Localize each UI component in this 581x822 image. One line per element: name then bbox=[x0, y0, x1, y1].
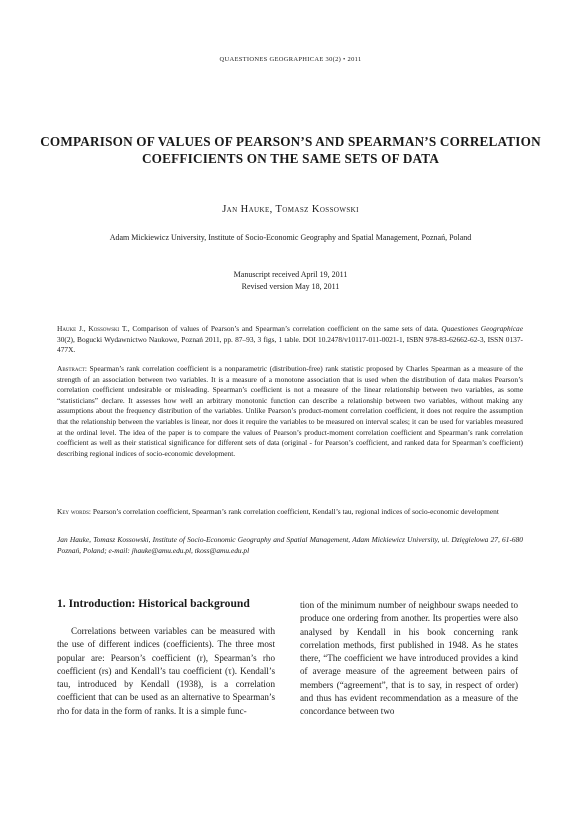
keywords-text: Pearson’s correlation coefficient, Spearman’s rank correlation coefficient, Kendall’s tau, regional indices of socio-economic development bbox=[92, 507, 499, 516]
correspondence: Jan Hauke, Tomasz Kossowski, Institute of Socio-Economic Geography and Spatial Management, Adam Mickiewicz University, ul. Dzięgielowa 27, 61-680 Poznań, Poland; e-mail: jhauke@amu.edu.pl, tkoss@amu.edu.pl bbox=[57, 535, 523, 555]
citation-authors: Hauke J., Kossowski T. bbox=[57, 324, 128, 333]
journal-header: QUAESTIONES GEOGRAPHICAE 30(2) • 2011 bbox=[219, 56, 362, 63]
section-heading: 1. Introduction: Historical background bbox=[57, 597, 250, 610]
revised-date: Revised version May 18, 2011 bbox=[241, 282, 340, 291]
manuscript-dates bbox=[0, 269, 581, 293]
right-column bbox=[300, 599, 518, 719]
citation bbox=[57, 324, 523, 356]
left-column bbox=[57, 597, 275, 718]
citation-journal: Quaestiones Geographicae bbox=[441, 324, 524, 333]
abstract-text: Spearman’s rank correlation coefficient is a nonparametric (distribution-free) rank statistic proposed by Charles Spearman as a measure of the strength of an association between two variables. It is a measure of a monotone association that is used when the distribution of data makes Pearson’s correlation coefficient undesirable or misleading. Spearman’s coefficient is not a measure of the linear relationship between two variables, as some “statisticians” declare. It assesses how well an arbitrary monotonic function can describe a relationship between two variables, without making any assumptions about the frequency distribution of the variables. Unlike Pearson’s product-moment correlation coefficient, it does not require the assumption that the relationship between the variables is linear, nor does it require the variables to be measured on interval scales; it can be used for variables measured at the ordinal level. The idea of the paper is to compare the values of Pearson’s product-moment correlation coefficient and Spearman’s rank correlation coefficient as well as their statistical significance for different sets of data (original - for Pearson’s coefficient, and ranked data for Spearman’s coefficient) describing regional indices of socio-economic development. bbox=[57, 364, 523, 458]
left-paragraph: Correlations between variables can be measured with the use of different indices (coefficients). The three most popular are: Pearson’s coefficient (r), Spearman’s rho coefficient (rs) and Kendall’s tau coefficient (τ). Kendall’s tau, introduced by Kendall (1938), is a correlation coefficient that can be used as an alternative to Spearman’s rho for data in the form of ranks. It is a simple func- bbox=[57, 626, 275, 716]
citation-text-2: 30(2), Bogucki Wydawnictwo Naukowe, Poznań 2011, pp. 87–93, 3 figs, 1 table. DOI 10.2478/v10117-011-0021-1, ISBN 978-83-62662-62-3, ISSN 0137-477X. bbox=[57, 334, 523, 355]
received-date: Manuscript received April 19, 2011 bbox=[233, 270, 348, 279]
citation-text-1: , Comparison of values of Pearson’s and Spearman’s correlation coefficient on the same sets of data. bbox=[127, 324, 439, 333]
keywords bbox=[57, 507, 523, 518]
paper-authors: Jan Hauke, Tomasz Kossowski bbox=[222, 204, 359, 215]
keywords-label: Key words: bbox=[57, 507, 91, 516]
right-paragraph: tion of the minimum number of neighbour swaps needed to produce one ordering from another. Its properties were also analysed by Kendall in his book concerning rank correlation methods, first published in 1948. As he states there, “The coefficient we have introduced provides a kind of average measure of the agreement between pairs of members (“agreement”, that is to say, in respect of order) and thus has evident recommendation as a measure of the concordance between two bbox=[300, 600, 518, 717]
paper-title: COMPARISON OF VALUES OF PEARSON’S AND SPEARMAN’S CORRELATION COEFFICIENTS ON THE SAME SETS OF DATA bbox=[40, 134, 541, 166]
author-affiliation: Adam Mickiewicz University, Institute of Socio-Economic Geography and Spatial Management, Poznań, Poland bbox=[109, 233, 472, 242]
abstract bbox=[57, 364, 523, 459]
abstract-label: Abstract: bbox=[57, 364, 87, 373]
